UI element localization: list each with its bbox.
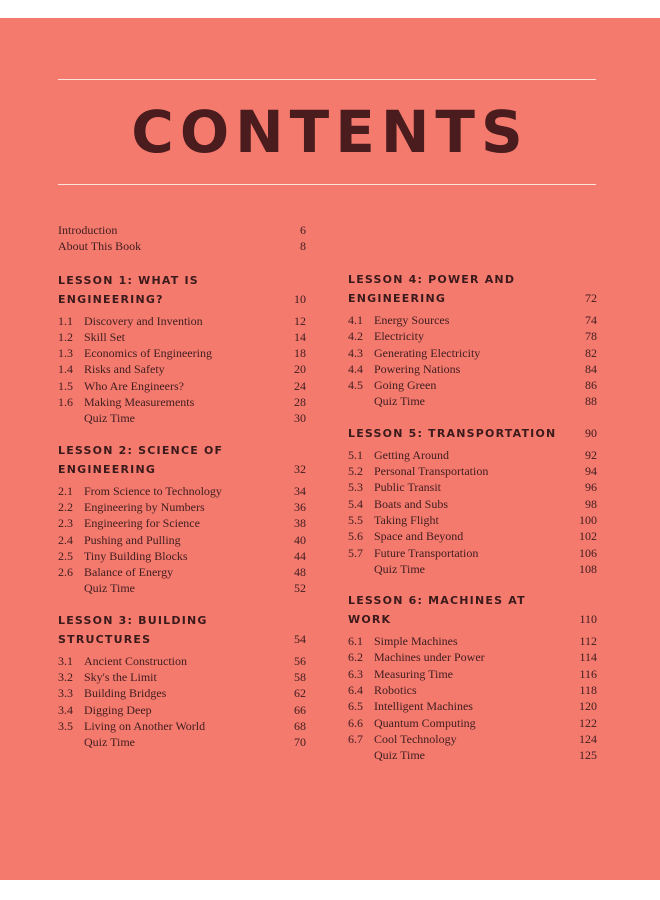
entry-label: Building Bridges	[84, 686, 167, 701]
toc-entry	[348, 447, 597, 463]
entry-label: Introduction	[58, 223, 118, 237]
entry-label: Quiz Time	[374, 561, 426, 576]
entry-number: 2.4	[58, 532, 73, 547]
entry-label: Electricity	[374, 329, 424, 344]
entry-label: Ancient Construction	[84, 653, 187, 668]
entry-label: Energy Sources	[374, 313, 450, 327]
front-matter-list	[58, 222, 306, 255]
entry-label: Taking Flight	[374, 512, 439, 527]
entry-number: 1.6	[58, 395, 73, 410]
lesson-heading-line	[58, 290, 306, 309]
entry-page: 68	[294, 718, 306, 733]
entry-label: Measuring Time	[374, 666, 454, 681]
entry-page: 120	[579, 699, 597, 714]
lesson-section	[58, 271, 306, 427]
entry-number: 4.4	[348, 361, 363, 376]
entry-page: 86	[585, 378, 597, 393]
right-lessons	[348, 270, 597, 764]
lesson-heading	[58, 271, 306, 309]
entry-label: Quiz Time	[84, 411, 136, 426]
entry-page: 58	[294, 670, 306, 685]
toc-entry	[58, 329, 306, 345]
entry-number: 3.2	[58, 670, 73, 685]
entry-label: Engineering for Science	[84, 516, 200, 531]
entry-page: 34	[294, 483, 306, 498]
lesson-page: 10	[294, 291, 306, 306]
entry-number: 5.5	[348, 512, 363, 527]
entry-page: 92	[585, 447, 597, 462]
entry-label: Quiz Time	[374, 748, 426, 763]
entry-number: 5.2	[348, 464, 363, 479]
lesson-heading	[348, 591, 597, 629]
lesson-heading	[348, 424, 597, 443]
lesson-heading-line	[58, 460, 306, 479]
entry-label: Boats and Subs	[374, 496, 449, 511]
entry-page: 20	[294, 362, 306, 377]
entry-page: 78	[585, 329, 597, 344]
lesson-heading-line	[58, 611, 306, 630]
entry-page: 6	[300, 223, 306, 237]
entry-number: 3.1	[58, 653, 73, 668]
toc-entry	[58, 515, 306, 531]
toc-entry	[348, 649, 597, 665]
entry-label: Digging Deep	[84, 702, 152, 717]
entry-label: Space and Beyond	[374, 529, 464, 544]
lesson-title: ENGINEERING?	[58, 292, 164, 306]
entry-number: 5.7	[348, 545, 363, 560]
entry-page: 98	[585, 496, 597, 511]
entry-label: Pushing and Pulling	[84, 532, 181, 547]
entry-page: 24	[294, 378, 306, 393]
right-column	[348, 270, 597, 778]
entry-number: 1.2	[58, 329, 73, 344]
toc-entry	[58, 653, 306, 669]
entry-page: 122	[579, 715, 597, 730]
toc-entry	[348, 715, 597, 731]
entry-label: Robotics	[374, 683, 417, 698]
entry-page: 116	[579, 666, 597, 681]
lesson-title: LESSON 4: POWER AND	[348, 273, 516, 286]
toc-entry	[58, 702, 306, 718]
entry-number: 6.2	[348, 650, 363, 665]
lesson-title: LESSON 2: SCIENCE OF	[58, 443, 224, 457]
bottom-rule	[58, 184, 596, 185]
lesson-title: LESSON 6: MACHINES AT WORK	[348, 594, 526, 627]
entry-number: 5.1	[348, 447, 363, 462]
lesson-title: ENGINEERING	[348, 292, 447, 305]
entry-page: 94	[585, 464, 597, 479]
lesson-section	[348, 270, 597, 410]
toc-entry	[348, 512, 597, 528]
entry-number: 3.4	[58, 702, 73, 717]
quiz-entry	[348, 393, 597, 409]
entry-page: 70	[294, 735, 306, 750]
lesson-heading-line	[58, 441, 306, 460]
entry-page: 52	[294, 581, 306, 596]
toc-entry	[348, 666, 597, 682]
entry-page: 114	[579, 650, 597, 665]
entry-page: 82	[585, 345, 597, 360]
toc-entry	[58, 532, 306, 548]
toc-entry	[348, 496, 597, 512]
entry-page: 18	[294, 346, 306, 361]
toc-entry	[348, 633, 597, 649]
lesson-section	[348, 591, 597, 763]
entry-number: 4.5	[348, 378, 363, 393]
entry-number: 1.5	[58, 378, 73, 393]
lesson-page: 110	[579, 612, 597, 627]
entry-page: 96	[585, 480, 597, 495]
entry-number: 3.3	[58, 686, 73, 701]
entry-page: 112	[579, 634, 597, 649]
entry-number: 2.2	[58, 499, 73, 514]
entry-page: 38	[294, 516, 306, 531]
toc-entry	[348, 361, 597, 377]
entry-number: 6.7	[348, 731, 363, 746]
left-lessons	[58, 271, 306, 751]
entry-label: Making Measurements	[84, 395, 195, 410]
toc-entry	[58, 564, 306, 580]
entry-label: From Science to Technology	[84, 483, 222, 498]
entry-label: Future Transportation	[374, 545, 479, 560]
entry-number: 2.3	[58, 516, 73, 531]
entry-label: Quiz Time	[84, 581, 136, 596]
toc-entry	[58, 499, 306, 515]
entry-page: 66	[294, 702, 306, 717]
entry-page: 124	[579, 731, 597, 746]
toc-entry	[58, 718, 306, 734]
lesson-title: LESSON 5: TRANSPORTATION	[348, 426, 557, 440]
toc-entry	[58, 345, 306, 361]
toc-entry	[348, 479, 597, 495]
entry-number: 5.3	[348, 480, 363, 495]
quiz-entry	[58, 734, 306, 750]
entry-label: Living on Another World	[84, 718, 206, 733]
lesson-title: LESSON 1: WHAT IS	[58, 273, 199, 287]
entry-label: Intelligent Machines	[374, 699, 473, 714]
entry-page: 88	[585, 394, 597, 409]
entry-label: Machines under Power	[374, 650, 485, 665]
entry-page: 28	[294, 395, 306, 410]
entry-number: 6.5	[348, 699, 363, 714]
lesson-title: STRUCTURES	[58, 632, 152, 646]
toc-entry	[58, 313, 306, 329]
toc-entry	[58, 222, 306, 238]
entry-page: 102	[579, 529, 597, 544]
entry-page: 84	[585, 361, 597, 376]
entry-label: Quiz Time	[374, 394, 426, 409]
entry-page: 106	[579, 545, 597, 560]
entry-page: 74	[585, 313, 597, 327]
entry-number: 5.4	[348, 496, 363, 511]
toc-entry	[58, 238, 306, 254]
quiz-entry	[58, 410, 306, 426]
lesson-heading-line	[348, 591, 597, 629]
lesson-section	[58, 441, 306, 597]
entry-label: Quiz Time	[84, 735, 136, 750]
entry-number: 1.4	[58, 362, 73, 377]
entry-number: 6.4	[348, 683, 363, 698]
lesson-heading-line	[348, 270, 597, 289]
entry-label: Tiny Building Blocks	[84, 548, 188, 563]
entry-label: Sky's the Limit	[84, 670, 157, 685]
page-title: CONTENTS	[131, 98, 529, 166]
quiz-entry	[58, 580, 306, 596]
left-column	[58, 222, 306, 765]
entry-label: Personal Transportation	[374, 464, 489, 479]
entry-number: 3.5	[58, 718, 73, 733]
toc-entry	[58, 483, 306, 499]
entry-page: 62	[294, 686, 306, 701]
entry-page: 56	[294, 653, 306, 668]
toc-entry	[348, 731, 597, 747]
toc-entry	[58, 669, 306, 685]
entry-number: 2.5	[58, 548, 73, 563]
top-rule	[58, 79, 596, 80]
lesson-page: 54	[294, 631, 306, 646]
contents-page	[0, 18, 660, 880]
entry-page: 44	[294, 548, 306, 563]
entry-label: Skill Set	[84, 329, 126, 344]
entry-number: 4.1	[348, 313, 363, 327]
entry-label: Going Green	[374, 378, 437, 393]
toc-entry	[348, 312, 597, 328]
toc-entry	[348, 377, 597, 393]
entry-page: 14	[294, 329, 306, 344]
entry-label: About This Book	[58, 239, 142, 254]
quiz-entry	[348, 561, 597, 577]
lesson-title: LESSON 3: BUILDING	[58, 613, 208, 627]
entry-label: Who Are Engineers?	[84, 378, 184, 393]
lesson-heading	[348, 270, 597, 308]
entry-label: Balance of Energy	[84, 565, 174, 580]
entry-label: Simple Machines	[374, 634, 458, 649]
quiz-entry	[348, 747, 597, 763]
toc-entry	[348, 345, 597, 361]
entry-label: Getting Around	[374, 447, 449, 462]
toc-entry	[348, 682, 597, 698]
entry-page: 108	[579, 561, 597, 576]
entry-page: 12	[294, 313, 306, 328]
entry-number: 5.6	[348, 529, 363, 544]
entry-number: 4.3	[348, 345, 363, 360]
entry-number: 1.1	[58, 313, 73, 328]
toc-entry	[58, 685, 306, 701]
entry-page: 118	[579, 683, 597, 698]
lesson-heading	[58, 611, 306, 649]
entry-page: 48	[294, 565, 306, 580]
entry-label: Risks and Safety	[84, 362, 165, 377]
toc-entry	[348, 328, 597, 344]
entry-label: Economics of Engineering	[84, 346, 212, 361]
entry-label: Public Transit	[374, 480, 442, 495]
toc-entry	[348, 528, 597, 544]
entry-page: 36	[294, 499, 306, 514]
entry-page: 8	[300, 239, 306, 254]
entry-number: 6.3	[348, 666, 363, 681]
entry-label: Engineering by Numbers	[84, 499, 205, 514]
entry-page: 30	[294, 411, 306, 426]
lesson-heading-line	[348, 289, 597, 308]
lesson-section	[348, 424, 597, 577]
toc-entry	[348, 545, 597, 561]
entry-number: 6.1	[348, 634, 363, 649]
toc-entry	[348, 698, 597, 714]
entry-number: 1.3	[58, 346, 73, 361]
lesson-heading-line	[348, 424, 597, 443]
entry-label: Discovery and Invention	[84, 313, 203, 328]
lesson-page: 72	[585, 291, 597, 305]
entry-number: 6.6	[348, 715, 363, 730]
entry-label: Cool Technology	[374, 731, 457, 746]
lesson-page: 90	[585, 425, 597, 440]
entry-number: 2.1	[58, 483, 73, 498]
toc-entry	[348, 463, 597, 479]
entry-label: Quantum Computing	[374, 715, 476, 730]
entry-label: Generating Electricity	[374, 345, 481, 360]
entry-label: Powering Nations	[374, 361, 461, 376]
lesson-heading	[58, 441, 306, 479]
entry-number: 2.6	[58, 565, 73, 580]
entry-number: 4.2	[348, 329, 363, 344]
toc-entry	[58, 378, 306, 394]
toc-entry	[58, 394, 306, 410]
lesson-title: ENGINEERING	[58, 462, 157, 476]
entry-page: 40	[294, 532, 306, 547]
toc-entry	[58, 361, 306, 377]
lesson-page: 32	[294, 461, 306, 476]
entry-page: 125	[579, 748, 597, 763]
toc-entry	[58, 548, 306, 564]
entry-page: 100	[579, 512, 597, 527]
lesson-heading-line	[58, 630, 306, 649]
lesson-section	[58, 611, 306, 751]
lesson-heading-line	[58, 271, 306, 290]
